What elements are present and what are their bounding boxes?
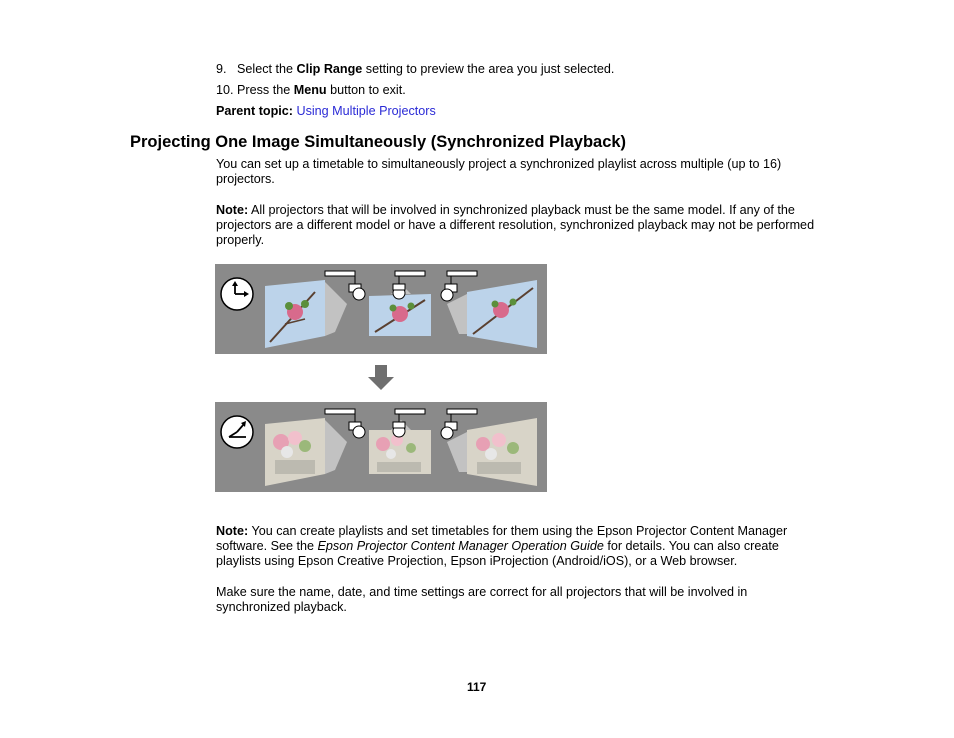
step-text: Select the	[237, 62, 297, 76]
projected-image-right	[447, 418, 537, 486]
page-number: 117	[467, 680, 487, 694]
intro-paragraph: You can set up a timetable to simultaneously project a synchronized playlist across multiple (up to 16) projectors.	[216, 157, 782, 186]
guide-title: Epson Projector Content Manager Operation Guide	[317, 539, 604, 553]
figure-illustration-before	[215, 264, 547, 354]
step-text: setting to preview the area you just selected.	[362, 62, 615, 76]
note-label: Note:	[216, 203, 249, 217]
section-title: Projecting One Image Simultaneously (Synchronized Playback)	[130, 133, 627, 151]
note-paragraph	[216, 203, 826, 248]
parent-topic-label: Parent topic:	[216, 104, 293, 118]
clock-icon	[221, 416, 253, 448]
note-text: All projectors that will be involved in synchronized playback must be the same model. If any of the projectors are a different model or have a different resolution, synchronized playback may not be performed properly.	[216, 203, 815, 247]
projector-icon	[325, 271, 477, 301]
step-number: 9.	[216, 62, 227, 76]
step-text: Press the	[237, 83, 294, 97]
projected-image-left	[265, 418, 347, 486]
step-bold-term: Menu	[293, 83, 327, 97]
parent-topic-link[interactable]: Using Multiple Projectors	[296, 104, 436, 118]
figure-illustration-after	[215, 402, 547, 492]
clock-icon	[221, 278, 253, 310]
note-paragraph-software	[216, 524, 822, 569]
note-text: for details. You can also create playlists using Epson Creative Projection, Epson iProjection (Android/iOS), or a Web browser.	[216, 539, 779, 568]
step-bold-term: Clip Range	[296, 62, 363, 76]
step-10	[216, 83, 406, 98]
projected-image-left	[265, 280, 347, 348]
parent-topic	[216, 104, 436, 119]
down-arrow-icon	[367, 365, 395, 391]
projected-image-right	[447, 280, 537, 348]
projector-icon	[325, 409, 477, 439]
note-text: You can create playlists and set timetables for them using the Epson Projector Content Manager software. See the	[216, 524, 788, 553]
step-number: 10.	[216, 83, 234, 97]
figure-panel-after	[215, 402, 547, 492]
step-text: button to exit.	[326, 83, 406, 97]
figure-panel-before	[215, 264, 547, 354]
step-9	[216, 62, 614, 77]
note-label: Note:	[216, 524, 249, 538]
closing-paragraph: Make sure the name, date, and time settings are correct for all projectors that will be involved in synchronized playback.	[216, 585, 748, 614]
